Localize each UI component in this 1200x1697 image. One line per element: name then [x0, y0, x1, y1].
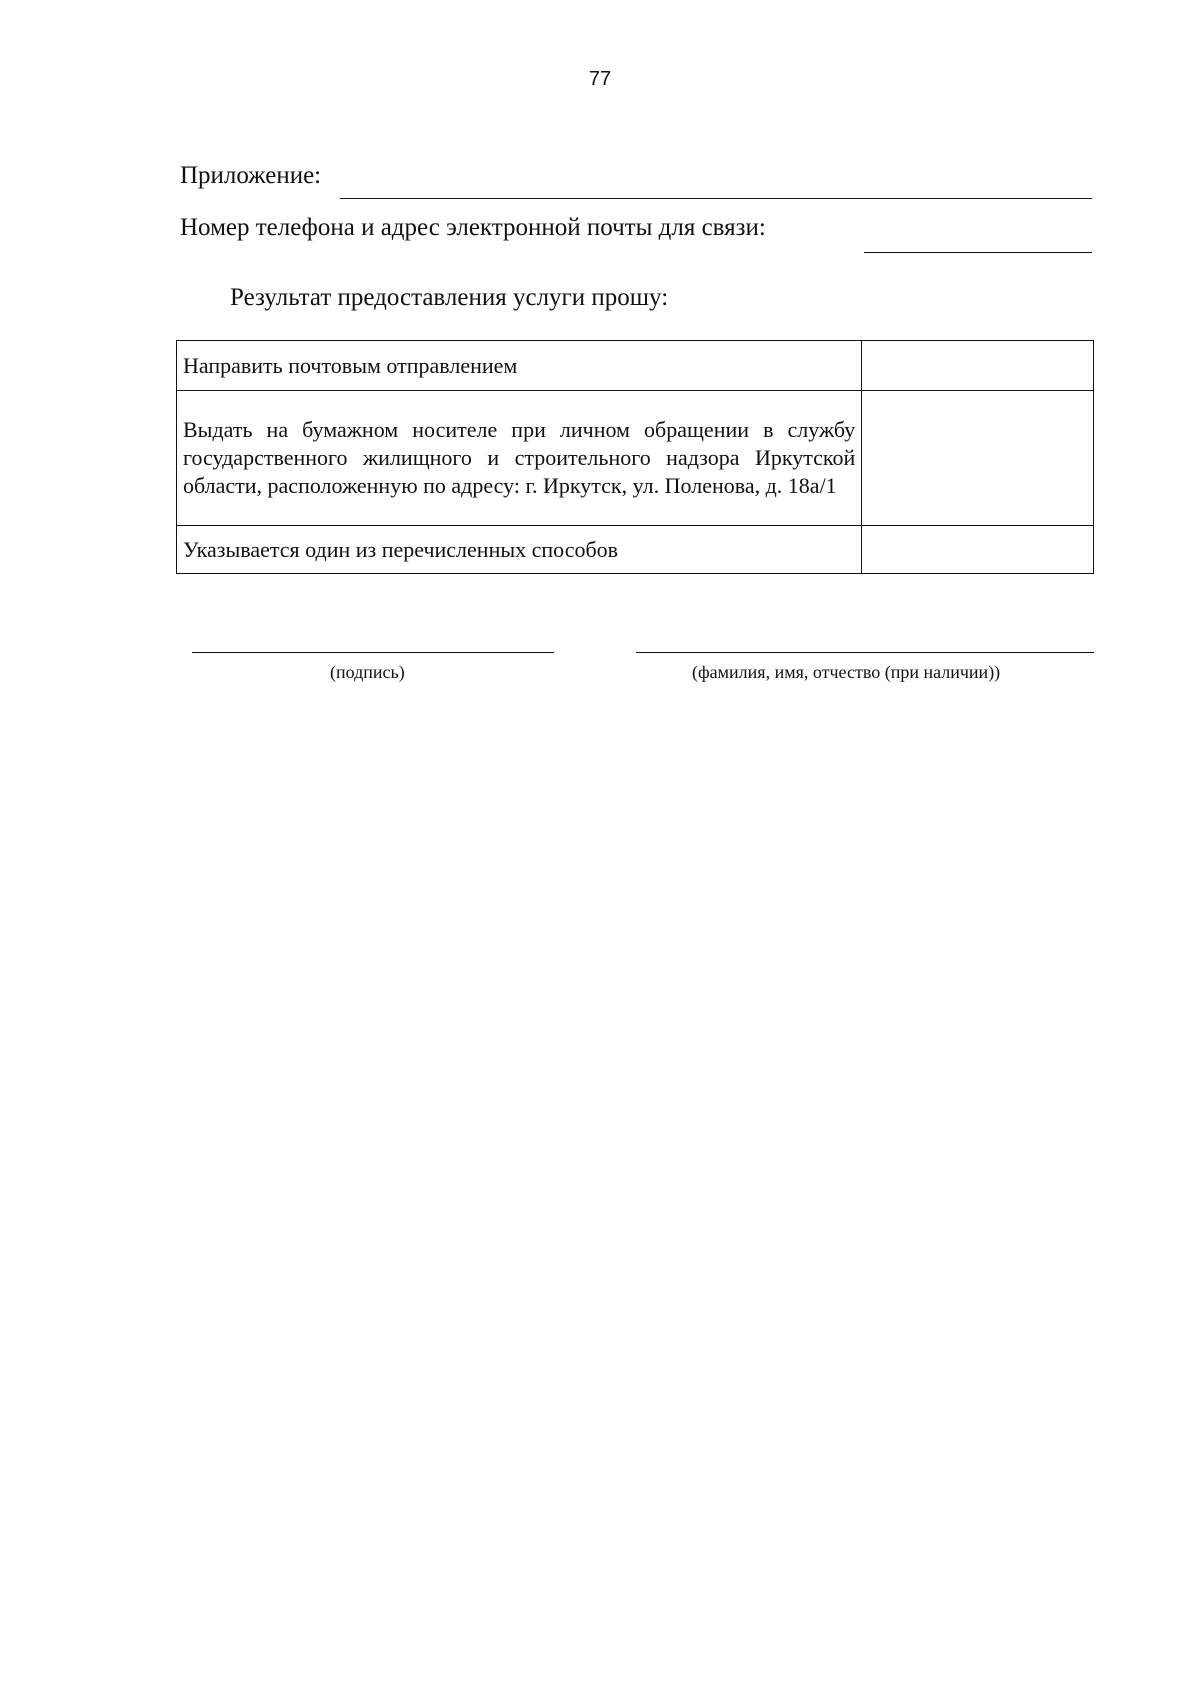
signature-caption: (подпись) [330, 662, 405, 682]
delivery-option-note-mark-cell[interactable] [862, 526, 1094, 574]
delivery-intro: Результат предоставления услуги прошу: [230, 284, 669, 311]
delivery-option-mail-mark-cell[interactable] [862, 341, 1094, 391]
delivery-option-in-person-text: Выдать на бумажном носителе при личном обращении в службу государственного жилищного и строительного надзора Иркутской области, расположенную по адресу: г. Иркутск, ул. Поленова, д. 18а/1 [177, 391, 862, 526]
contact-label: Номер телефона и адрес электронной почты для связи: [180, 214, 766, 241]
delivery-option-row-in-person [177, 391, 1094, 526]
page-number: 77 [588, 68, 612, 90]
delivery-option-row-mail [177, 341, 1094, 391]
delivery-option-in-person-mark-cell[interactable] [862, 391, 1094, 526]
attachment-label: Приложение: [180, 162, 322, 189]
full-name-line[interactable] [636, 652, 1094, 653]
contact-field-line[interactable] [864, 252, 1092, 253]
delivery-option-mail-text: Направить почтовым отправлением [177, 341, 862, 391]
attachment-field-line[interactable] [340, 198, 1092, 199]
signature-line[interactable] [192, 652, 554, 653]
delivery-option-row-note [177, 526, 1094, 574]
delivery-option-note-text: Указывается один из перечисленных способов [177, 526, 862, 574]
delivery-options-table [176, 340, 1094, 574]
full-name-caption: (фамилия, имя, отчество (при наличии)) [692, 662, 1001, 682]
